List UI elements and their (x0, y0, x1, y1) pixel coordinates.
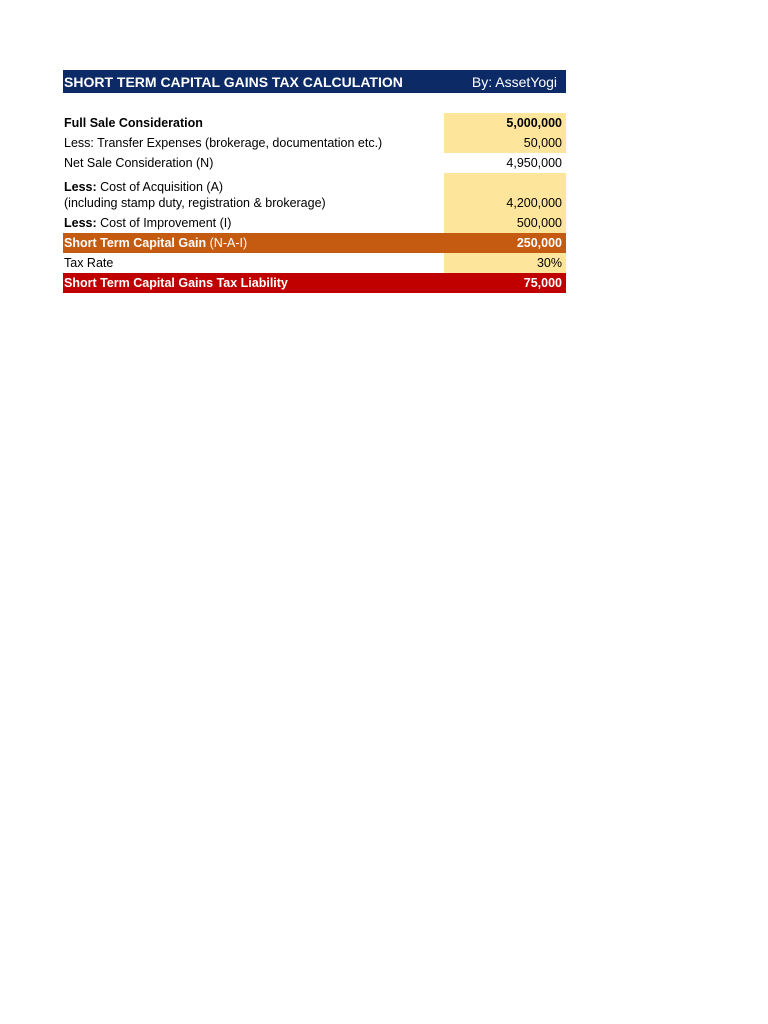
gain-label-text: Short Term Capital Gain (64, 236, 207, 250)
gain-value: 250,000 (516, 236, 562, 250)
row-cost-of-acquisition (63, 173, 566, 213)
row-full-sale-consideration (63, 113, 566, 133)
tax-rate-value[interactable]: 30% (444, 253, 566, 273)
row-tax-liability (63, 273, 566, 293)
sheet-title: SHORT TERM CAPITAL GAINS TAX CALCULATION (64, 73, 403, 90)
acquisition-label-line1 (64, 179, 223, 195)
acquisition-label-line2: (including stamp duty, registration & brokerage) (64, 196, 326, 210)
liability-label: Short Term Capital Gains Tax Liability (64, 276, 288, 290)
spacer (63, 93, 566, 113)
acquisition-value[interactable]: 4,200,000 (444, 173, 566, 213)
row-transfer-expenses (63, 133, 566, 153)
row-cost-of-improvement (63, 213, 566, 233)
tax-calculation-sheet (63, 70, 566, 293)
acquisition-label-text: Cost of Acquisition (A) (96, 180, 224, 194)
net-sale-label: Net Sale Consideration (N) (64, 156, 214, 170)
gain-formula: (N-A-I) (206, 236, 248, 250)
improvement-value[interactable]: 500,000 (444, 213, 566, 233)
row-tax-rate (63, 253, 566, 273)
transfer-expenses-label: Less: Transfer Expenses (brokerage, documentation etc.) (64, 136, 383, 150)
row-short-term-capital-gain (63, 233, 566, 253)
net-sale-value: 4,950,000 (506, 156, 562, 170)
row-net-sale-consideration (63, 153, 566, 173)
tax-rate-label: Tax Rate (64, 256, 114, 270)
improvement-label (63, 213, 444, 233)
gain-label (63, 233, 444, 253)
sheet-byline: By: AssetYogi (471, 73, 557, 90)
improvement-label-text: Cost of Improvement (I) (96, 216, 232, 230)
liability-value: 75,000 (523, 276, 562, 290)
full-sale-label: Full Sale Consideration (64, 116, 203, 130)
acquisition-label (63, 173, 444, 213)
title-bar (63, 70, 566, 93)
acquisition-prefix: Less: (64, 180, 97, 194)
improvement-prefix: Less: (64, 216, 97, 230)
full-sale-value[interactable]: 5,000,000 (444, 113, 566, 133)
transfer-expenses-value[interactable]: 50,000 (444, 133, 566, 153)
